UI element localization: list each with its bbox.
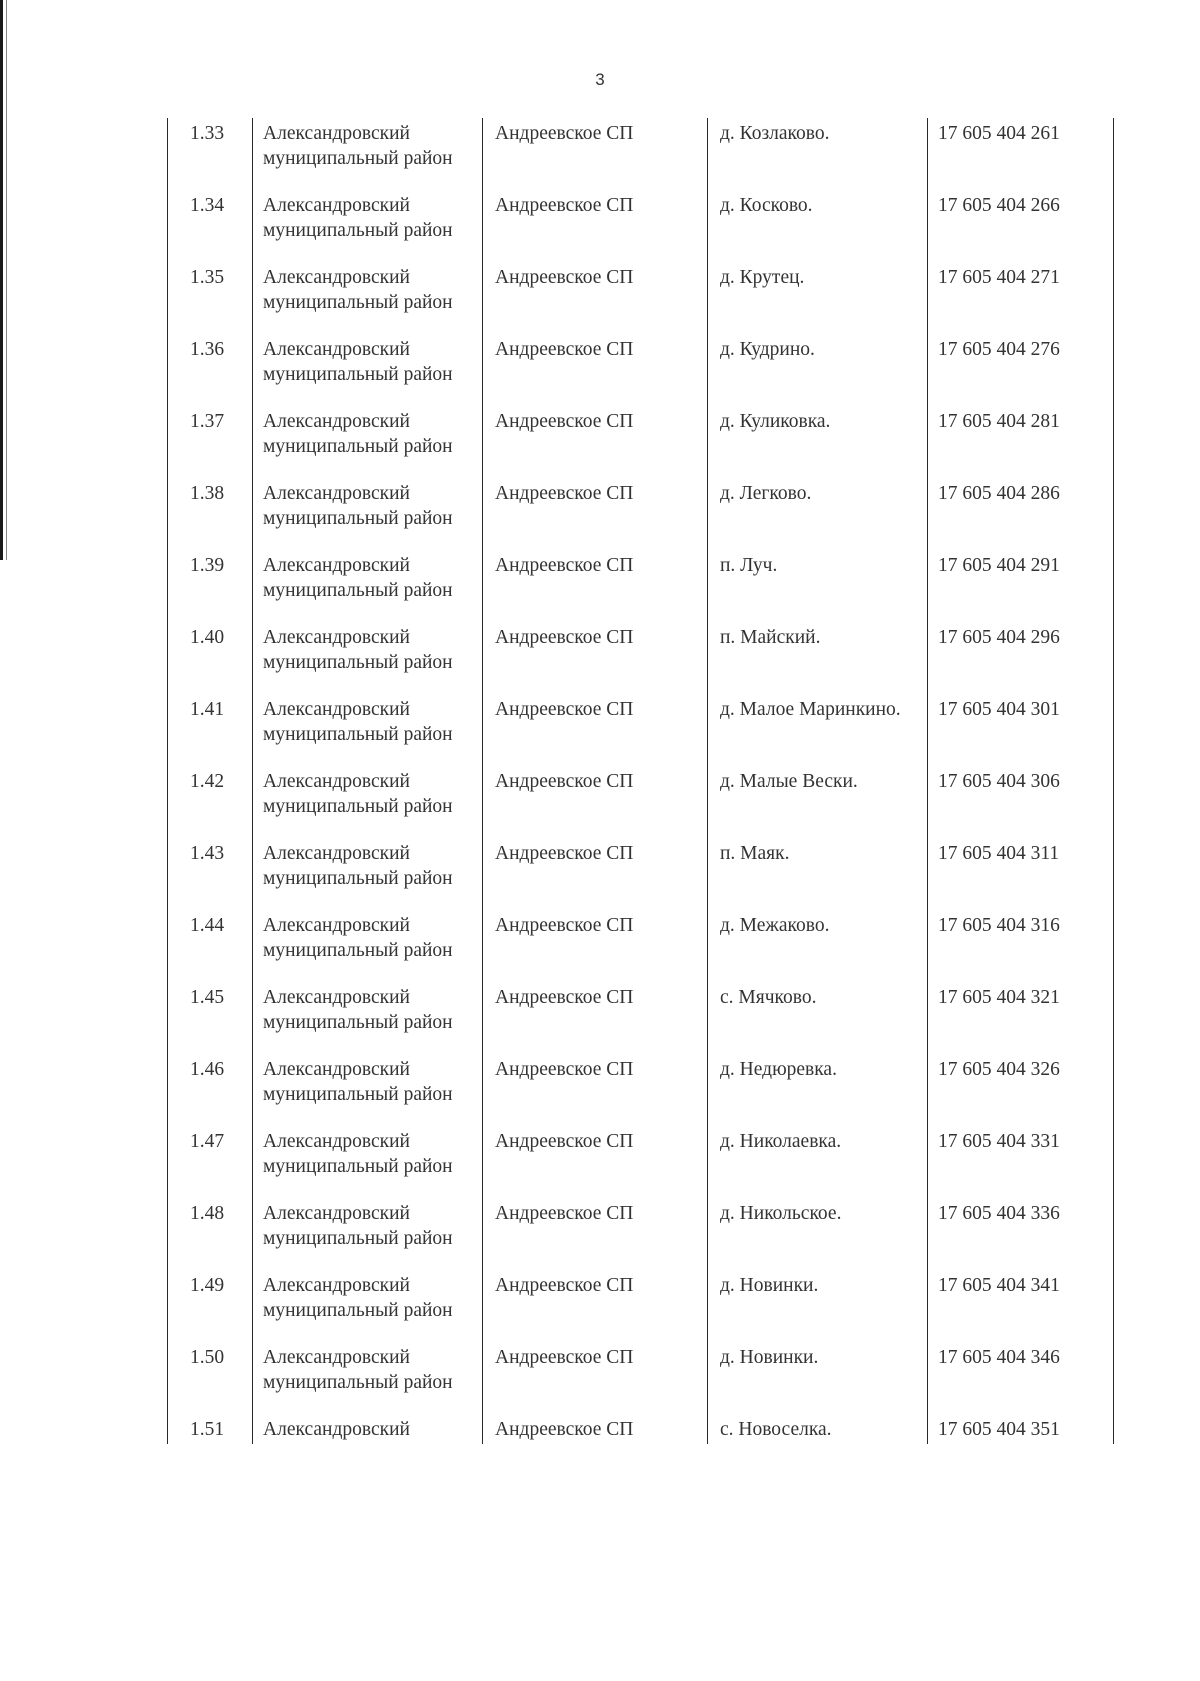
district-cell: Александровский муниципальный район [253, 550, 483, 622]
settlement-cell: Андреевское СП [483, 1054, 708, 1126]
row-number: 1.34 [168, 190, 253, 262]
district-cell: Александровский муниципальный район [253, 910, 483, 982]
district-cell: Александровский муниципальный район [253, 118, 483, 190]
okato-code-cell: 17 605 404 326 [928, 1054, 1114, 1126]
row-number: 1.45 [168, 982, 253, 1054]
locality-cell: д. Кудрино. [708, 334, 928, 406]
row-number: 1.47 [168, 1126, 253, 1198]
settlement-cell: Андреевское СП [483, 1342, 708, 1414]
settlement-cell: Андреевское СП [483, 262, 708, 334]
okato-code-cell: 17 605 404 306 [928, 766, 1114, 838]
settlement-cell: Андреевское СП [483, 622, 708, 694]
table-row [168, 1342, 1114, 1414]
district-cell: Александровский муниципальный район [253, 1270, 483, 1342]
district-cell: Александровский муниципальный район [253, 1054, 483, 1126]
settlement-cell: Андреевское СП [483, 910, 708, 982]
okato-code-cell: 17 605 404 321 [928, 982, 1114, 1054]
settlement-cell: Андреевское СП [483, 334, 708, 406]
district-cell: Александровский муниципальный район [253, 262, 483, 334]
locality-cell: д. Малое Маринкино. [708, 694, 928, 766]
settlement-cell: Андреевское СП [483, 1126, 708, 1198]
row-number: 1.49 [168, 1270, 253, 1342]
district-cell: Александровский муниципальный район [253, 334, 483, 406]
table-row [168, 910, 1114, 982]
row-number: 1.48 [168, 1198, 253, 1270]
settlement-cell: Андреевское СП [483, 190, 708, 262]
settlement-cell: Андреевское СП [483, 406, 708, 478]
locality-cell: д. Недюревка. [708, 1054, 928, 1126]
table-row [168, 982, 1114, 1054]
okato-code-cell: 17 605 404 336 [928, 1198, 1114, 1270]
locality-cell: п. Майский. [708, 622, 928, 694]
table-row [168, 622, 1114, 694]
locality-cell: д. Крутец. [708, 262, 928, 334]
locality-cell: д. Косково. [708, 190, 928, 262]
settlement-cell: Андреевское СП [483, 1198, 708, 1270]
locality-cell: д. Козлаково. [708, 118, 928, 190]
district-cell: Александровский муниципальный район [253, 1342, 483, 1414]
okato-code-cell: 17 605 404 266 [928, 190, 1114, 262]
table-row [168, 1126, 1114, 1198]
settlement-cell: Андреевское СП [483, 982, 708, 1054]
okato-code-cell: 17 605 404 331 [928, 1126, 1114, 1198]
district-cell: Александровский [253, 1414, 483, 1444]
row-number: 1.46 [168, 1054, 253, 1126]
locality-cell: п. Луч. [708, 550, 928, 622]
settlement-registry-table [167, 118, 1114, 1444]
locality-cell: д. Новинки. [708, 1270, 928, 1342]
row-number: 1.41 [168, 694, 253, 766]
row-number: 1.51 [168, 1414, 253, 1444]
table-row [168, 694, 1114, 766]
table-row [168, 478, 1114, 550]
table-row [168, 1414, 1114, 1444]
district-cell: Александровский муниципальный район [253, 694, 483, 766]
district-cell: Александровский муниципальный район [253, 622, 483, 694]
okato-code-cell: 17 605 404 316 [928, 910, 1114, 982]
locality-cell: д. Никольское. [708, 1198, 928, 1270]
locality-cell: д. Легково. [708, 478, 928, 550]
settlement-cell: Андреевское СП [483, 694, 708, 766]
locality-cell: д. Новинки. [708, 1342, 928, 1414]
row-number: 1.37 [168, 406, 253, 478]
table-row [168, 190, 1114, 262]
table-row [168, 1270, 1114, 1342]
okato-code-cell: 17 605 404 301 [928, 694, 1114, 766]
row-number: 1.44 [168, 910, 253, 982]
okato-code-cell: 17 605 404 341 [928, 1270, 1114, 1342]
district-cell: Александровский муниципальный район [253, 1126, 483, 1198]
table-row [168, 262, 1114, 334]
locality-cell: с. Мячково. [708, 982, 928, 1054]
okato-code-cell: 17 605 404 291 [928, 550, 1114, 622]
table-row [168, 334, 1114, 406]
row-number: 1.40 [168, 622, 253, 694]
table-row [168, 550, 1114, 622]
row-number: 1.50 [168, 1342, 253, 1414]
okato-code-cell: 17 605 404 296 [928, 622, 1114, 694]
registry-body [168, 118, 1114, 1444]
settlement-cell: Андреевское СП [483, 550, 708, 622]
district-cell: Александровский муниципальный район [253, 190, 483, 262]
row-number: 1.42 [168, 766, 253, 838]
locality-cell: д. Николаевка. [708, 1126, 928, 1198]
settlement-cell: Андреевское СП [483, 118, 708, 190]
district-cell: Александровский муниципальный район [253, 838, 483, 910]
district-cell: Александровский муниципальный район [253, 478, 483, 550]
locality-cell: д. Межаково. [708, 910, 928, 982]
table-row [168, 1054, 1114, 1126]
locality-cell: д. Куликовка. [708, 406, 928, 478]
locality-cell: с. Новоселка. [708, 1414, 928, 1444]
table-row [168, 1198, 1114, 1270]
district-cell: Александровский муниципальный район [253, 1198, 483, 1270]
okato-code-cell: 17 605 404 281 [928, 406, 1114, 478]
locality-cell: п. Маяк. [708, 838, 928, 910]
table-row [168, 118, 1114, 190]
row-number: 1.43 [168, 838, 253, 910]
district-cell: Александровский муниципальный район [253, 766, 483, 838]
table-row [168, 406, 1114, 478]
page-number: 3 [595, 70, 605, 89]
row-number: 1.39 [168, 550, 253, 622]
okato-code-cell: 17 605 404 271 [928, 262, 1114, 334]
row-number: 1.33 [168, 118, 253, 190]
table-row [168, 766, 1114, 838]
okato-code-cell: 17 605 404 311 [928, 838, 1114, 910]
row-number: 1.35 [168, 262, 253, 334]
okato-code-cell: 17 605 404 276 [928, 334, 1114, 406]
okato-code-cell: 17 605 404 351 [928, 1414, 1114, 1444]
settlement-cell: Андреевское СП [483, 838, 708, 910]
district-cell: Александровский муниципальный район [253, 406, 483, 478]
okato-code-cell: 17 605 404 286 [928, 478, 1114, 550]
locality-cell: д. Малые Вески. [708, 766, 928, 838]
settlement-cell: Андреевское СП [483, 1414, 708, 1444]
settlement-cell: Андреевское СП [483, 478, 708, 550]
row-number: 1.36 [168, 334, 253, 406]
okato-code-cell: 17 605 404 346 [928, 1342, 1114, 1414]
row-number: 1.38 [168, 478, 253, 550]
settlement-cell: Андреевское СП [483, 1270, 708, 1342]
district-cell: Александровский муниципальный район [253, 982, 483, 1054]
settlement-cell: Андреевское СП [483, 766, 708, 838]
table-row [168, 838, 1114, 910]
okato-code-cell: 17 605 404 261 [928, 118, 1114, 190]
